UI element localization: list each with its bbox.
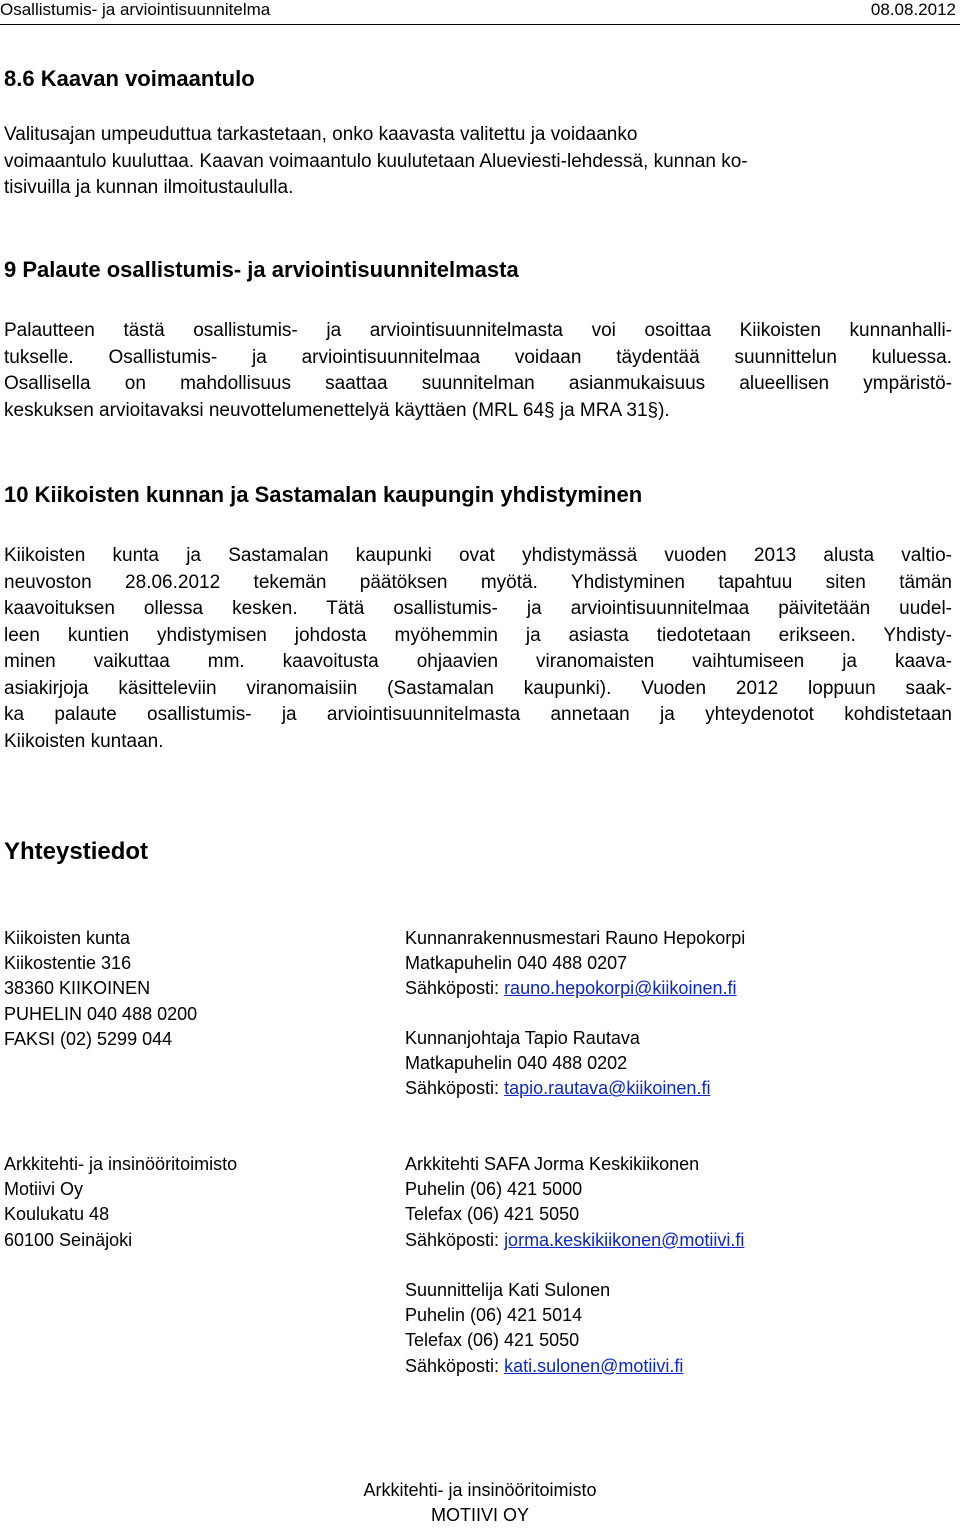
email-label: Sähköposti: <box>405 978 505 999</box>
page-footer <box>0 1478 960 1528</box>
contact-email-line <box>405 1076 710 1101</box>
paragraph-line: tukselle. Osallistumis- ja arviointisuunnitelmaa voidaan täydentää suunnittelun kuluessa. <box>4 346 952 368</box>
paragraph-line: neuvoston 28.06.2012 tekemän päätöksen myötä. Yhdistyminen tapahtuu siten tämän <box>4 571 952 593</box>
contact-name: Suunnittelija Kati Sulonen <box>405 1280 611 1300</box>
email-link-keskikiikonen[interactable]: jorma.keskikiikonen@motiivi.fi <box>504 1229 745 1250</box>
paragraph-line: voimaantulo kuuluttaa. Kaavan voimaantulo kuulutetaan Alueviesti-lehdessä, kunnan ko- <box>4 150 748 172</box>
contact-line: Motiivi Oy <box>4 1179 84 1200</box>
contacts-heading: Yhteystiedot <box>4 838 149 865</box>
contact-phone: Matkapuhelin 040 488 0207 <box>405 953 628 974</box>
contact-line: Koulukatu 48 <box>4 1204 110 1225</box>
section-8-6-paragraph <box>4 122 952 202</box>
email-link-hepokorpi[interactable]: rauno.hepokorpi@kiikoinen.fi <box>504 978 737 999</box>
header-date: 08.08.2012 <box>870 0 956 19</box>
contact-email-line <box>405 1354 683 1379</box>
paragraph-line: minen vaikuttaa mm. kaavoitusta ohjaavien viranomaisten vaihtumiseen ja kaava- <box>4 651 952 672</box>
paragraph-line: keskuksen arvioitavaksi neuvottelumenettelyä käyttäen (MRL 64§ ja MRA 31§). <box>4 399 670 421</box>
section-9-heading: 9 Palaute osallistumis- ja arviointisuunnitelmasta <box>4 257 519 282</box>
header-divider <box>0 24 960 25</box>
contact-fax: Telefax (06) 421 5050 <box>405 1330 580 1351</box>
contact-line: Kiikostentie 316 <box>4 953 132 974</box>
paragraph-line: Osallisella on mahdollisuus saattaa suunnitelman asianmukaisuus alueellisen ympäristö- <box>4 373 952 394</box>
paragraph-line: Valitusajan umpeuduttua tarkastetaan, onko kaavasta valitettu ja voidaanko <box>4 124 638 145</box>
section-9-paragraph <box>4 318 952 424</box>
email-link-rautava[interactable]: tapio.rautava@kiikoinen.fi <box>504 1078 711 1099</box>
contact-name: Kunnanrakennusmestari Rauno Hepokorpi <box>405 928 746 948</box>
contact-rautava <box>405 1026 710 1102</box>
paragraph-line: Palautteen tästä osallistumis- ja arviointisuunnitelmasta voi osoittaa Kiikoisten kunnanhalli- <box>4 320 952 341</box>
email-label: Sähköposti: <box>405 1078 505 1099</box>
contact-keskikiikonen <box>405 1152 744 1253</box>
contact-kiikoisten-kunta <box>4 926 197 1052</box>
email-label: Sähköposti: <box>405 1229 505 1250</box>
contact-line: FAKSI (02) 5299 044 <box>4 1028 173 1049</box>
contact-email-line <box>405 1228 744 1253</box>
paragraph-line: asiakirjoja käsitteleviin viranomaisiin (Sastamalan kaupunki). Vuoden 2012 loppuun saak- <box>4 677 952 699</box>
contact-line: 38360 KIIKOINEN <box>4 978 151 999</box>
email-link-sulonen[interactable]: kati.sulonen@motiivi.fi <box>504 1355 684 1376</box>
footer-company-name: MOTIIVI OY <box>430 1505 529 1525</box>
contact-line: 60100 Seinäjoki <box>4 1229 133 1250</box>
footer-company-type: Arkkitehti- ja insinööritoimisto <box>363 1480 597 1500</box>
paragraph-line: Kiikoisten kunta ja Sastamalan kaupunki ovat yhdistymässä vuoden 2013 alusta valtio- <box>4 545 952 566</box>
email-label: Sähköposti: <box>405 1355 505 1376</box>
contact-line: PUHELIN 040 488 0200 <box>4 1003 198 1024</box>
contact-motiivi-oy <box>4 1152 237 1253</box>
contact-sulonen <box>405 1278 683 1379</box>
paragraph-line: ka palaute osallistumis- ja arviointisuunnitelmasta annetaan ja yhteydenotot kohdistetaan <box>4 704 952 725</box>
contact-name: Kunnanjohtaja Tapio Rautava <box>405 1028 640 1048</box>
contact-phone: Puhelin (06) 421 5014 <box>405 1305 583 1326</box>
contact-line: Arkkitehti- ja insinööritoimisto <box>4 1154 238 1174</box>
contact-hepokorpi <box>405 926 745 1002</box>
paragraph-line: tisivuilla ja kunnan ilmoitustaululla. <box>4 177 294 198</box>
contact-phone: Puhelin (06) 421 5000 <box>405 1179 583 1200</box>
section-10-heading: 10 Kiikoisten kunnan ja Sastamalan kaupungin yhdistyminen <box>4 482 643 507</box>
contact-name: Arkkitehti SAFA Jorma Keskikiikonen <box>405 1154 700 1174</box>
section-8-6-heading: 8.6 Kaavan voimaantulo <box>4 66 255 91</box>
contact-fax: Telefax (06) 421 5050 <box>405 1204 580 1225</box>
contact-line: Kiikoisten kunta <box>4 928 131 948</box>
header-doc-title: Osallistumis- ja arviointisuunnitelma <box>0 0 271 19</box>
section-10-paragraph <box>4 543 952 755</box>
contact-phone: Matkapuhelin 040 488 0202 <box>405 1053 628 1074</box>
paragraph-line: leen kuntien yhdistymisen johdosta myöhemmin ja asiasta tiedotetaan erikseen. Yhdisty- <box>4 624 952 646</box>
paragraph-line: Kiikoisten kuntaan. <box>4 730 164 752</box>
paragraph-line: kaavoituksen ollessa kesken. Tätä osallistumis- ja arviointisuunnitelmaa päivitetään uudel- <box>4 598 952 619</box>
contact-email-line <box>405 976 745 1001</box>
